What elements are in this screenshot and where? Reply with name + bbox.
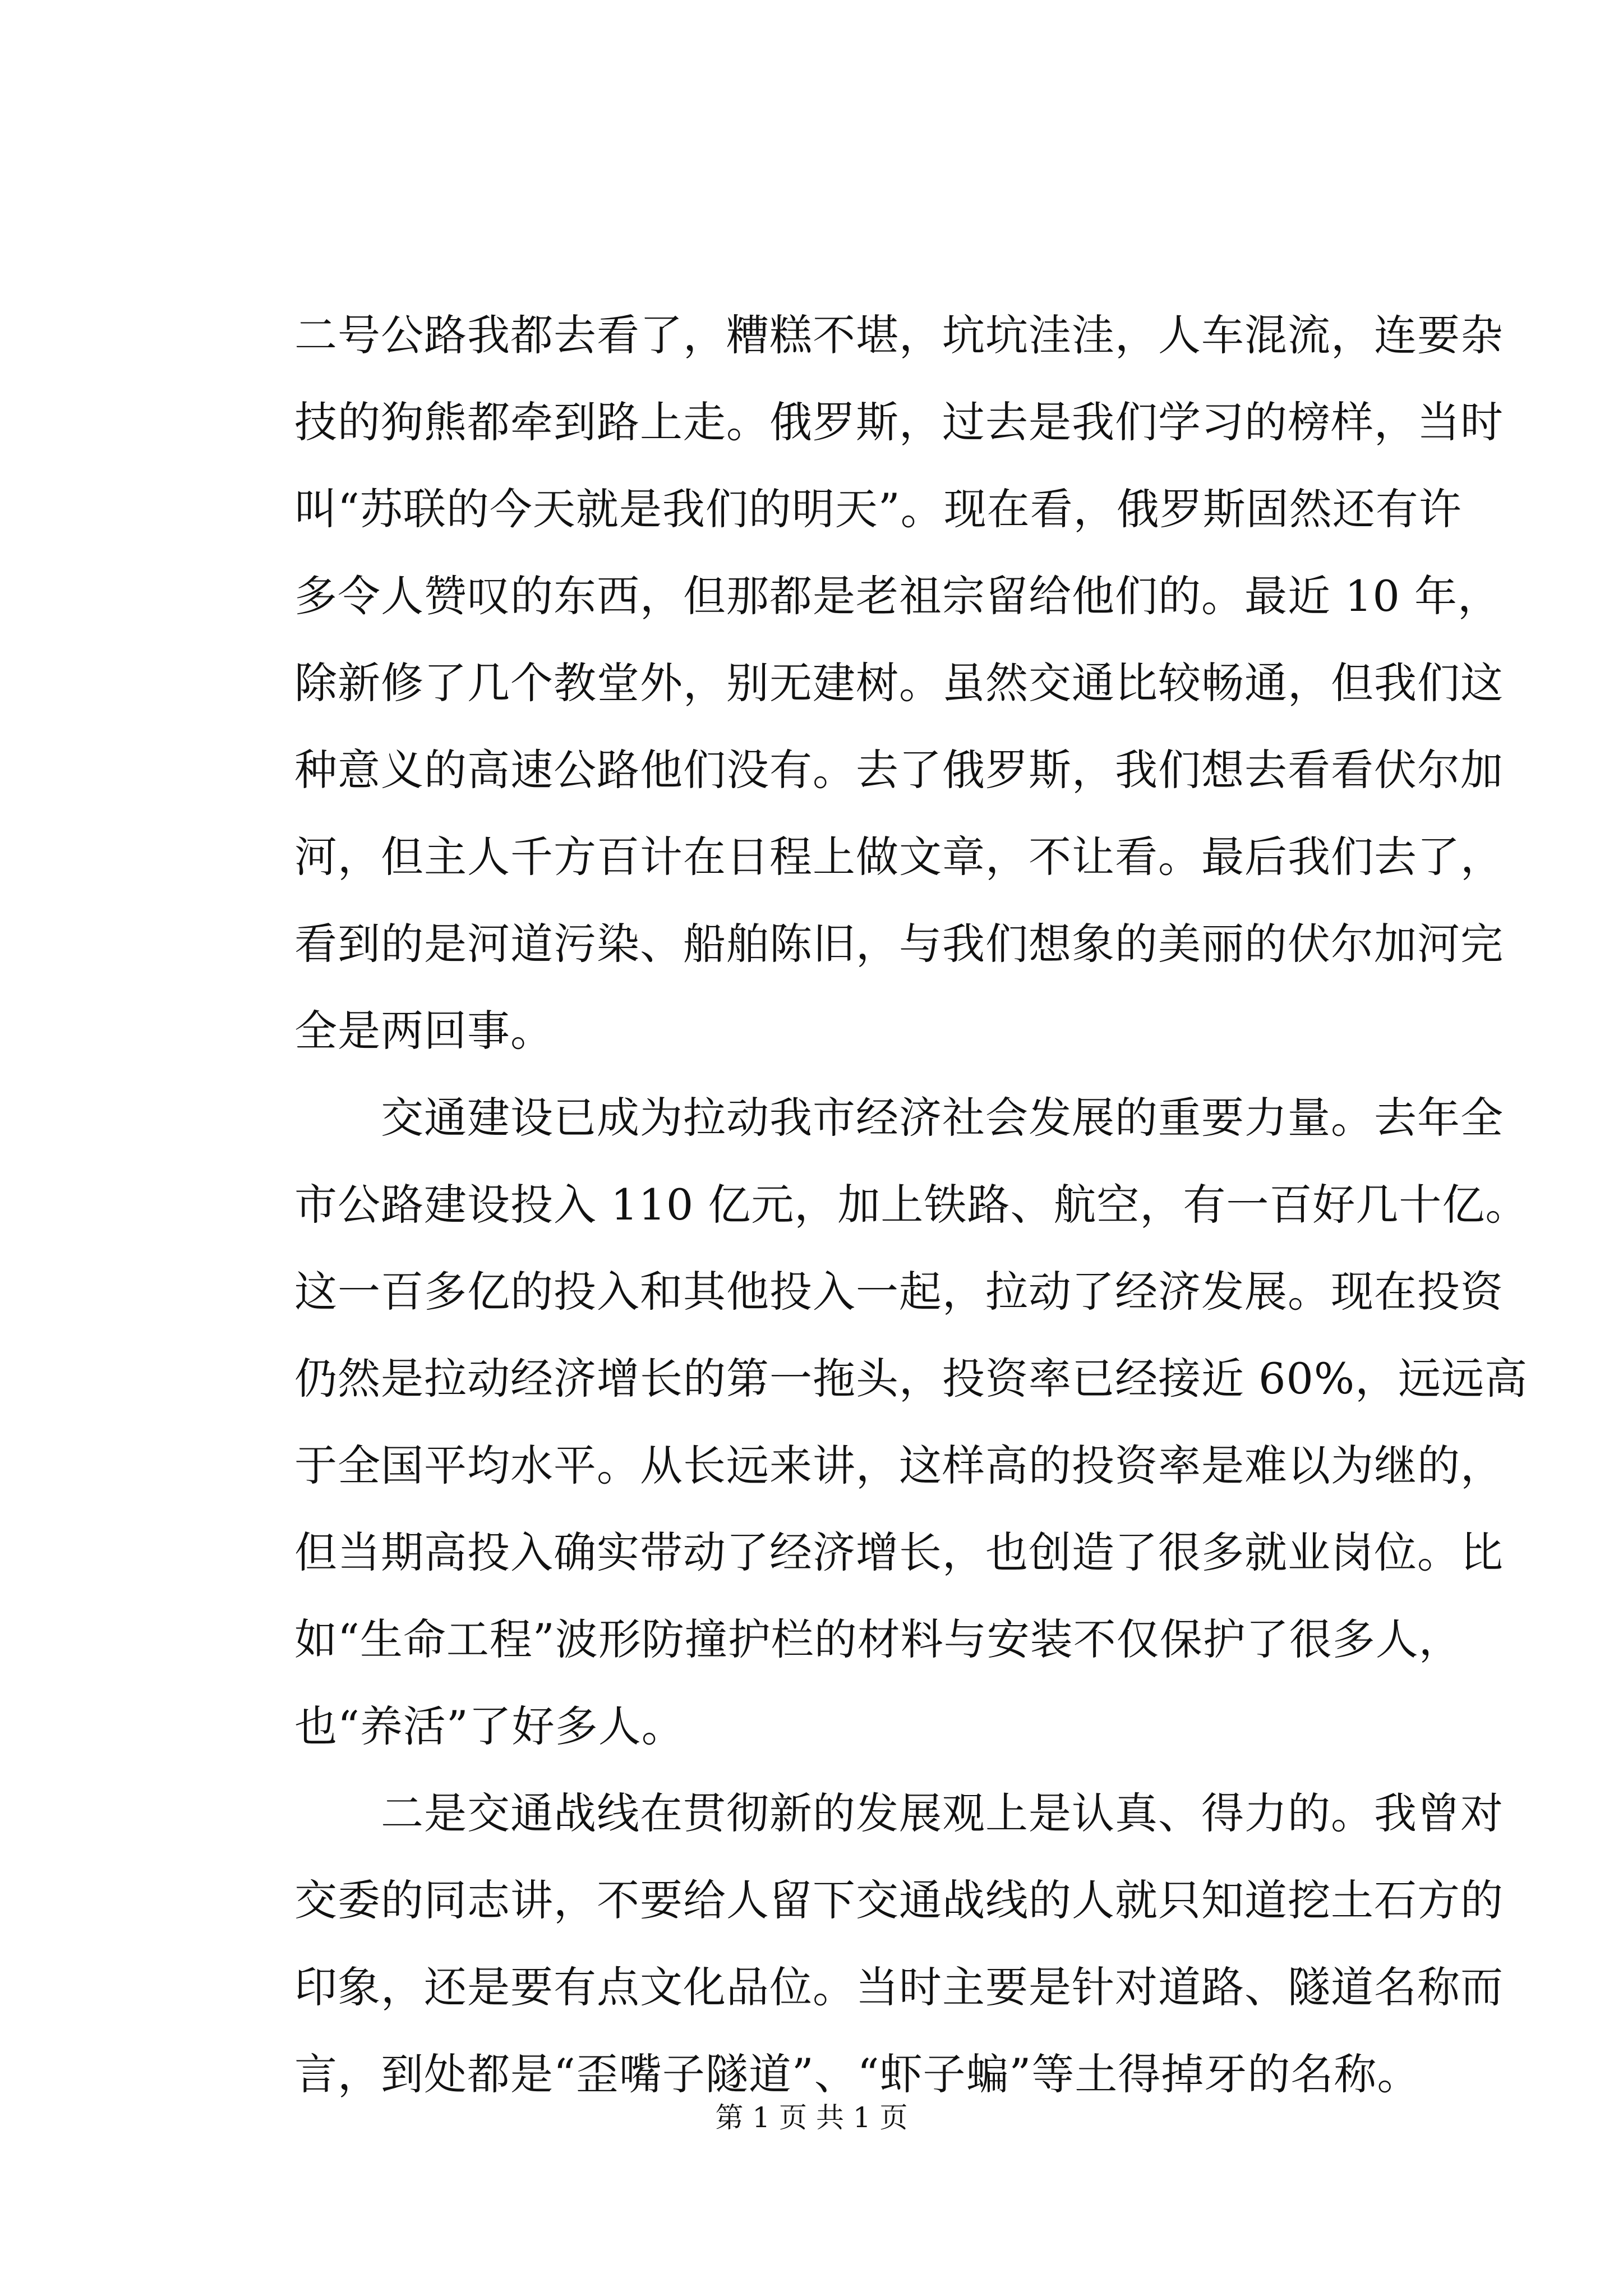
text-line: 交通建设已成为拉动我市经济社会发展的重要力量。去年全 [294,1093,1504,1143]
text-line: 二号公路我都去看了，糟糕不堪，坑坑洼洼，人车混流，连要杂 [294,310,1504,360]
text-line: 看到的是河道污染、船舶陈旧，与我们想象的美丽的伏尔加河完 [294,919,1504,969]
text-line: 河，但主人千方百计在日程上做文章，不让看。最后我们去了， [294,832,1504,882]
document-body [294,292,1529,2118]
text-line: 于全国平均水平。从长远来讲，这样高的投资率是难以为继的， [294,1441,1504,1490]
text-line: 交委的同志讲，不要给人留下交通战线的人就只知道挖土石方的 [294,1875,1504,1925]
text-line: 全是两回事。 [294,1006,554,1056]
text-line: 二是交通战线在贯彻新的发展观上是认真、得力的。我曾对 [294,1788,1504,1838]
text-line: 市公路建设投入 110 亿元，加上铁路、航空，有一百好几十亿。 [294,1180,1529,1230]
text-line: 仍然是拉动经济增长的第一拖头，投资率已经接近 60%，远远高 [294,1354,1528,1404]
text-line: 技的狗熊都牵到路上走。俄罗斯，过去是我们学习的榜样，当时 [294,397,1504,447]
text-line: 这一百多亿的投入和其他投入一起，拉动了经济发展。现在投资 [294,1267,1504,1317]
text-line: 但当期高投入确实带动了经济增长，也创造了很多就业岗位。比 [294,1527,1504,1577]
text-line: 除新修了几个教堂外，别无建树。虽然交通比较畅通，但我们这 [294,658,1504,708]
text-line: 言，到处都是“歪嘴子隧道”、“虾子蝙”等土得掉牙的名称。 [294,2049,1421,2099]
text-line: 也“养活”了好多人。 [294,1701,685,1751]
text-line: 如“生命工程”波形防撞护栏的材料与安装不仅保护了很多人， [294,1614,1462,1664]
text-line: 种意义的高速公路他们没有。去了俄罗斯，我们想去看看伏尔加 [294,745,1504,795]
page-number-footer: 第 1 页 共 1 页 [715,2101,908,2134]
text-line: 多令人赞叹的东西，但那都是老祖宗留给他们的。最近 10 年， [294,571,1501,621]
text-line: 印象，还是要有点文化品位。当时主要是针对道路、隧道名称而 [294,1962,1504,2012]
text-line: 叫“苏联的今天就是我们的明天”。现在看，俄罗斯固然还有许 [294,484,1462,534]
